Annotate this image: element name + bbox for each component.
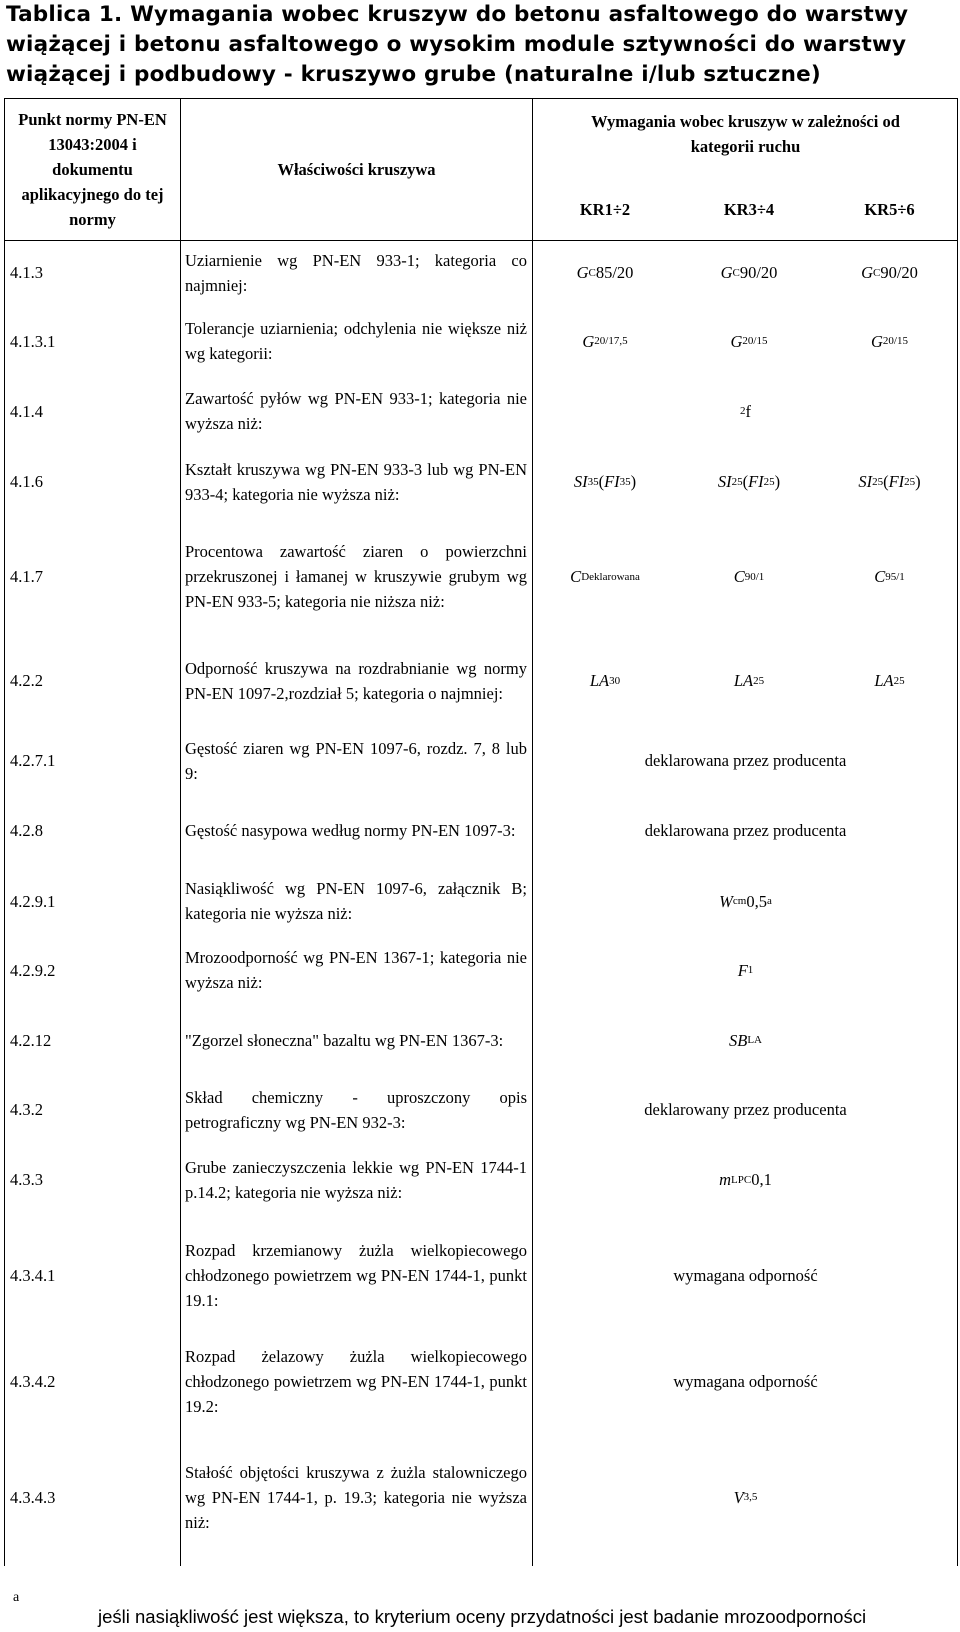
requirement-kr-2: G C 90/20 (677, 240, 821, 305)
standard-point-cell: 4.2.12 (10, 1030, 52, 1050)
property-text: Zawartość pyłów wg PN-EN 933-1; kategoria nie wyższa niż: (185, 389, 527, 433)
row-separator (4, 1566, 958, 1567)
footnote-text: jeśli nasiąkliwość jest większa, to kryterium oceny przydatności jest badanie mrozoodporności (98, 1606, 867, 1627)
value-part-i: LA (589, 671, 610, 690)
requirement-all-categories (533, 1216, 958, 1334)
value-part-t: f (745, 401, 751, 421)
requirement-all-categories: 2 f (533, 377, 958, 445)
header-properties: Właściwości kruszywa (277, 159, 436, 179)
value-part-i: F (737, 960, 748, 980)
value-part-i2: FI (888, 472, 905, 491)
value-part-i2: FI (604, 472, 620, 491)
property-cell (181, 1334, 532, 1428)
value-part-t2: ) (774, 472, 781, 491)
requirement-all-categories: W cm 0,5 a (533, 866, 958, 936)
standard-point-cell: 4.1.3.1 (10, 331, 56, 351)
value-part-t: 85/20 (595, 263, 634, 282)
standard-point-cell: 4.2.7.1 (10, 751, 56, 770)
value-part-i: SI (858, 472, 873, 491)
header-kr5-6: KR5÷6 (864, 199, 915, 219)
property-cell (181, 635, 532, 726)
standard-point-cell: 4.3.4.1 (10, 1265, 56, 1285)
property-text: Procentowa zawartość ziaren o powierzchni przekruszonej i łamanej w kruszywie grubym wg PN-EN 933-5; kategoria nie niższa niż: (185, 542, 527, 611)
standard-point-cell: 4.1.4 (10, 401, 43, 421)
value-part-t: 0,5 (746, 891, 767, 911)
requirement-all-categories (533, 1334, 958, 1428)
requirement-all-categories: F 1 (533, 936, 958, 1004)
requirement-kr-2: C 90/1 (677, 518, 821, 635)
value-part-i: G (576, 263, 589, 282)
header-standard-point: Punkt normy PN-EN 13043:2004 i dokumentu aplikacyjnego do tej normy (18, 109, 167, 229)
value-part-i: m (719, 1170, 732, 1189)
value-part-i: V (733, 1487, 744, 1507)
standard-point-cell: 4.1.7 (10, 567, 43, 586)
property-cell (181, 305, 532, 377)
requirement-all-categories: V 3,5 (533, 1428, 958, 1566)
property-cell (181, 936, 532, 1004)
value-part-i: W (719, 891, 733, 911)
requirements-table (4, 98, 958, 1566)
value-part-i: G (720, 263, 733, 282)
requirement-kr-2: LA 25 (677, 635, 821, 726)
value-part-t: ( (742, 472, 749, 491)
requirement-all-categories (533, 795, 958, 866)
requirement-all-categories: SB LA (533, 1004, 958, 1076)
property-text: Mrozoodporność wg PN-EN 1367-1; kategoria nie wyższa niż: (185, 948, 527, 992)
requirement-kr-1: C Deklarowana (533, 518, 677, 635)
property-text: "Zgorzel słoneczna" bazaltu wg PN-EN 1367-3: (185, 1030, 504, 1050)
property-cell (181, 240, 532, 305)
property-cell (181, 1004, 532, 1076)
requirement-kr-2: SI 25 ( FI 25 ) (677, 445, 821, 518)
value-part-t2: ) (915, 472, 921, 491)
property-text: Stałość objętości kruszywa z żużla stalowniczego wg PN-EN 1744-1, p. 19.3; kategoria nie wyższa niż: (185, 1462, 527, 1532)
property-cell (181, 1076, 532, 1143)
value-part-i2: FI (748, 472, 764, 491)
value-part-i: G (861, 263, 873, 282)
property-cell (181, 1143, 532, 1216)
property-text: Tolerancje uziarnienia; odchylenia nie większe niż wg kategorii: (185, 319, 527, 363)
property-text: Gęstość ziaren wg PN-EN 1097-6, rozdz. 7, 8 lub 9: (185, 738, 527, 783)
standard-point-cell: 4.3.2 (10, 1100, 43, 1119)
standard-point-cell: 4.2.9.1 (10, 891, 56, 911)
standard-point-cell: 4.3.3 (10, 1170, 43, 1189)
value-part-i: LA (733, 671, 754, 690)
value-part-i: C (874, 567, 886, 586)
property-text: Nasiąkliwość wg PN-EN 1097-6, załącznik B; kategoria nie wyższa niż: (185, 879, 527, 923)
value-part-i: G (871, 331, 883, 351)
property-cell (181, 445, 532, 518)
requirement-kr-1: SI 35 ( FI 35 ) (533, 445, 677, 518)
requirement-kr-3: C 95/1 (821, 518, 958, 635)
requirement-kr-1: G C 85/20 (533, 240, 677, 305)
requirement-kr-2: G 20/15 (677, 305, 821, 377)
property-text: Rozpad żelazowy żużla wielkopiecowego chłodzonego powietrzem wg PN-EN 1744-1, punkt 19.2: (185, 1346, 527, 1416)
property-cell (181, 377, 532, 445)
table-title: Tablica 1. Wymagania wobec kruszyw do betonu asfaltowego do warstwy wiążącej i betonu asfaltowego o wysokim module sztywności do warstwy wiążącej i podbudowy - kruszywo grube (naturalne i/lub sztuczne) (6, 2, 909, 87)
requirement-kr-1: G 20/17,5 (533, 305, 677, 377)
value-part-i: SI (573, 472, 588, 491)
value-part-i: C (733, 567, 745, 586)
requirement-all-categories (533, 1076, 958, 1143)
value-part-t: 90/20 (739, 263, 778, 282)
requirement-kr-3: LA 25 (821, 635, 958, 726)
value-part-i: LA (874, 671, 894, 690)
requirement-all-categories (533, 726, 958, 795)
value-part-t: 90/20 (880, 263, 918, 282)
standard-point-cell: 4.2.2 (10, 671, 43, 690)
property-cell (181, 1216, 532, 1334)
value-part-t: ( (883, 472, 889, 491)
property-text: Kształt kruszywa wg PN-EN 933-3 lub wg PN-EN 933-4; kategoria nie wyższa niż: (185, 459, 527, 504)
requirement-kr-3: G C 90/20 (821, 240, 958, 305)
property-text: Gęstość nasypowa według normy PN-EN 1097-3: (185, 821, 516, 840)
value-part-t: deklarowany przez producenta (644, 1100, 847, 1119)
requirement-kr-3: G 20/15 (821, 305, 958, 377)
footnote-marker: a (13, 1590, 20, 1605)
property-text: Uziarnienie wg PN-EN 933-1; kategoria co najmniej: (185, 250, 527, 295)
value-part-t: 0,1 (751, 1170, 772, 1189)
standard-point-cell: 4.1.6 (10, 472, 43, 491)
value-part-t: wymagana odporność (673, 1265, 818, 1285)
value-part-t: deklarowana przez producenta (644, 751, 847, 770)
standard-point-cell: 4.1.3 (10, 263, 43, 282)
property-cell (181, 518, 532, 635)
value-part-t2: ) (630, 472, 637, 491)
property-text: Odporność kruszywa na rozdrabnianie wg normy PN-EN 1097-2,rozdział 5; kategoria o najmniej: (185, 658, 527, 703)
property-text: Rozpad krzemianowy żużla wielkopiecowego chłodzonego powietrzem wg PN-EN 1744-1, punkt 19.1: (185, 1240, 527, 1310)
value-part-i: SI (717, 472, 732, 491)
requirement-kr-3: SI 25 ( FI 25 ) (821, 445, 958, 518)
value-part-i: SB (728, 1030, 748, 1050)
standard-point-cell: 4.3.4.2 (10, 1371, 56, 1391)
value-part-t: deklarowana przez producenta (644, 821, 847, 840)
value-part-i: G (582, 331, 595, 351)
property-cell (181, 726, 532, 795)
value-part-i: C (570, 567, 582, 586)
requirement-all-categories: m LPC 0,1 (533, 1143, 958, 1216)
value-part-i: G (730, 331, 743, 351)
standard-point-cell: 4.2.9.2 (10, 960, 56, 980)
header-kr3-4: KR3÷4 (723, 199, 775, 219)
property-cell (181, 795, 532, 866)
value-part-t: wymagana odporność (673, 1371, 818, 1391)
header-traffic-requirements: Wymagania wobec kruszyw w zależności od kategorii ruchu (591, 112, 900, 156)
property-cell (181, 1428, 532, 1566)
requirement-kr-1: LA 30 (533, 635, 677, 726)
standard-point-cell: 4.2.8 (10, 821, 43, 840)
standard-point-cell: 4.3.4.3 (10, 1487, 56, 1507)
property-text: Skład chemiczny - uproszczony opis petrograficzny wg PN-EN 932-3: (185, 1087, 527, 1132)
property-text: Grube zanieczyszczenia lekkie wg PN-EN 1744-1 p.14.2; kategoria nie wyższa niż: (185, 1157, 527, 1202)
value-part-t: ( (598, 472, 605, 491)
property-cell (181, 866, 532, 936)
header-kr1-2: KR1÷2 (579, 199, 631, 219)
